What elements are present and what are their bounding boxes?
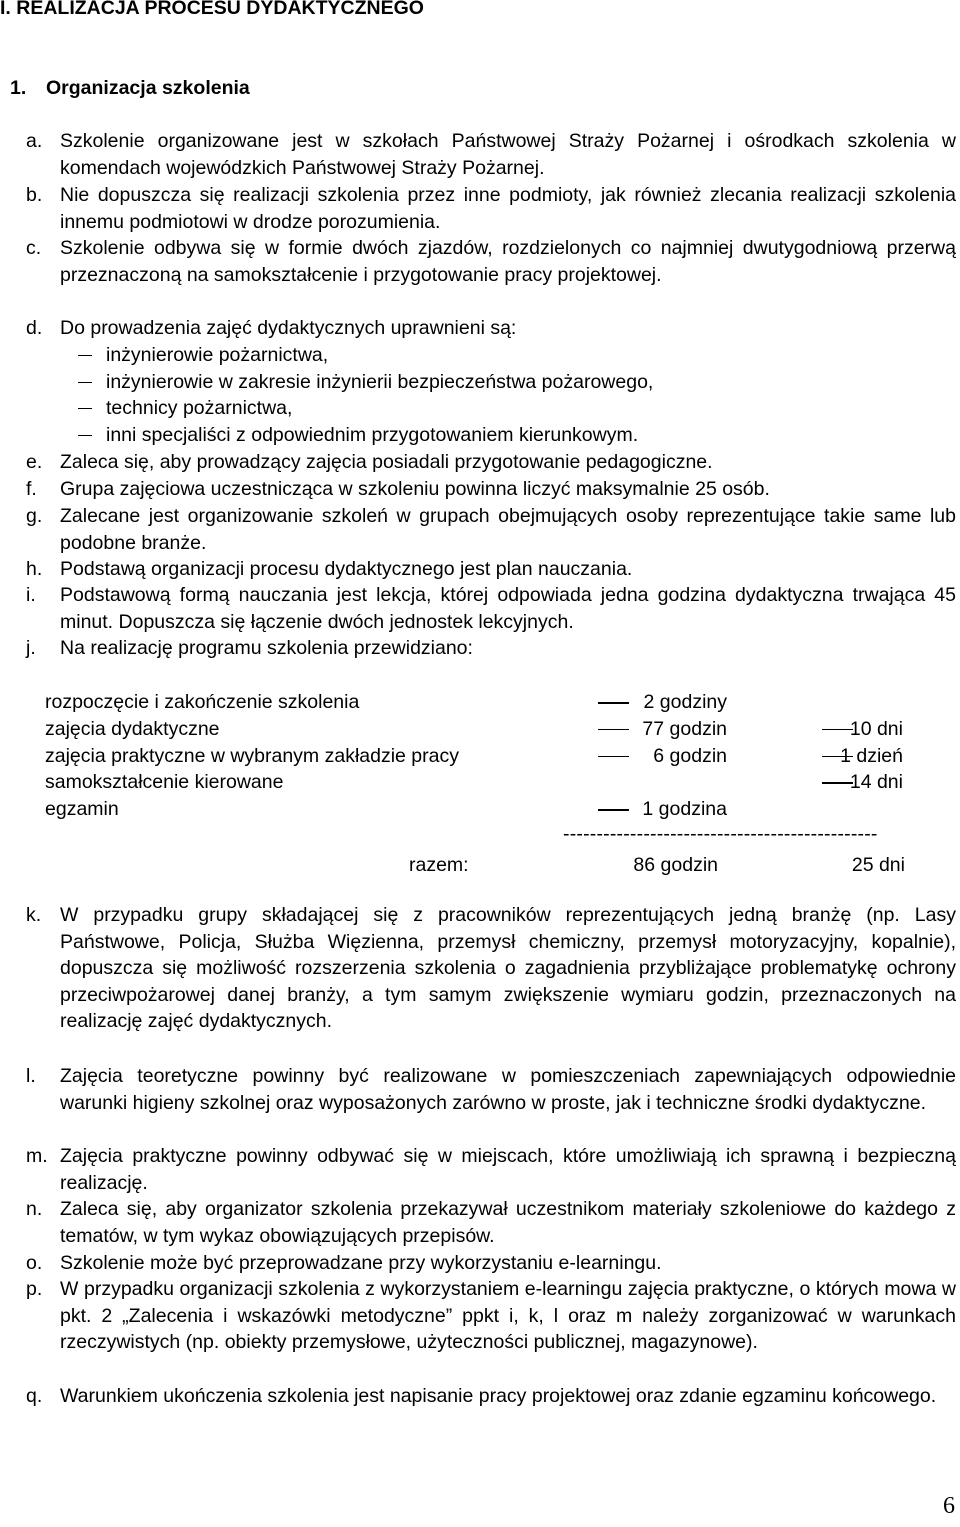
subsection-heading — [10, 76, 250, 100]
total-days: 25 dni — [851, 854, 905, 876]
dash-icon — [78, 435, 92, 436]
schedule-hours: 6 godzin — [653, 744, 727, 767]
list-item-label: p. — [26, 1278, 43, 1300]
schedule-days: 10 dni — [849, 717, 903, 740]
list-item-text: Szkolenie organizowane jest w szkołach Państwowej Straży Pożarnej i ośrodkach szkolenia w komendach wojewódzkich Państwowej Straży Pożarnej. — [60, 130, 956, 179]
list-item-text: Szkolenie może być przeprowadzane przy wykorzystaniu e-learningu. — [60, 1252, 662, 1274]
total-label: razem: — [409, 854, 469, 876]
schedule-label: rozpoczęcie i zakończenie szkolenia — [45, 691, 360, 713]
list-item-text: W przypadku grupy składającej się z pracowników reprezentujących jedną branżę (np. Lasy Państwowe, Policja, Służba Więzienna, przemysł chemiczny, przemysł motoryzacyjny, kopalnie), dopuszcza się możliwość rozszerzenia szkolenia o zagadnienia przybliżające problematykę ochrony przeciwpożarowej danej branży, a tym samym zwiększenie wymiaru godzin, przeznaczonych na realizację zajęć dydaktycznych. — [60, 904, 956, 1032]
schedule-label: zajęcia praktyczne w wybranym zakładzie pracy — [45, 744, 459, 767]
list-item-f — [26, 476, 956, 503]
schedule-table — [45, 689, 945, 876]
list-item-text: Zajęcia praktyczne powinny odbywać się w miejscach, które umożliwiają ich sprawną i bezpieczną realizację. — [60, 1145, 956, 1194]
list-item-text: Na realizację programu szkolenia przewidziano: — [60, 637, 473, 659]
list-item-text: Warunkiem ukończenia szkolenia jest napisanie pracy projektowej oraz zdanie egzaminu końcowego. — [60, 1385, 937, 1407]
list-item-h — [26, 556, 956, 583]
list-item-text: Podstawą organizacji procesu dydaktycznego jest plan nauczania. — [60, 558, 633, 580]
list-item-label: g. — [26, 505, 43, 527]
list-item-label: c. — [26, 237, 42, 259]
list-item-text: Zaleca się, aby organizator szkolenia przekazywał uczestnikom materiały szkoleniowe do każdego z tematów, w tym wykaz obowiązujących przepisów. — [60, 1198, 956, 1247]
list-item-a — [26, 128, 956, 181]
list-item-text: Do prowadzenia zajęć dydaktycznych uprawnieni są: — [60, 317, 517, 339]
page-number: 6 — [943, 1493, 955, 1519]
list-item-p — [26, 1276, 956, 1356]
list-item-q — [26, 1383, 956, 1410]
list-item-c — [26, 235, 956, 288]
list-item-n — [26, 1196, 956, 1249]
list-item-text: Zajęcia teoretyczne powinny być realizowane w pomieszczeniach zapewniających odpowiednie warunki higieny szkolnej oraz wyposażonych zarówno w proste, jak i techniczne środki dydaktyczne. — [60, 1065, 956, 1114]
schedule-row — [45, 743, 945, 770]
list-item-text: Szkolenie odbywa się w formie dwóch zjazdów, rozdzielonych co najmniej dwutygodniową przerwą przeznaczoną na samokształcenie i przygotowanie pracy projektowej. — [60, 237, 956, 286]
list-item-label: m. — [26, 1145, 48, 1167]
dash-icon — [78, 355, 92, 356]
list-item-text: Zalecane jest organizowanie szkoleń w grupach obejmujących osoby reprezentujące takie same lub podobne branże. — [60, 505, 956, 554]
list-item-label: f. — [26, 478, 37, 500]
total-hours: 86 godzin — [633, 854, 718, 876]
schedule-hours: 77 godzin — [642, 717, 727, 740]
bullet-list — [78, 342, 878, 449]
list-item-text: Zaleca się, aby prowadzący zajęcia posiadali przygotowanie pedagogiczne. — [60, 451, 713, 473]
schedule-label: zajęcia dydaktyczne — [45, 717, 220, 740]
schedule-separator: ----------------------------------------------- — [563, 823, 878, 845]
schedule-total-row — [45, 852, 945, 879]
list-item-j — [26, 635, 956, 662]
list-item-label: j. — [26, 637, 36, 659]
list-item-label: l. — [26, 1065, 36, 1087]
bullet-item: technicy pożarnictwa, — [78, 395, 878, 422]
list-item-m — [26, 1143, 956, 1196]
schedule-row — [45, 796, 945, 823]
schedule-hours: 2 godziny — [643, 691, 727, 713]
list-item-i — [26, 582, 956, 635]
bullet-item: inni specjaliści z odpowiednim przygotowaniem kierunkowym. — [78, 422, 878, 449]
schedule-days: 14 dni — [849, 771, 903, 794]
list-item-label: n. — [26, 1198, 43, 1220]
list-item-d — [26, 315, 956, 342]
list-item-text: Grupa zajęciowa uczestnicząca w szkoleniu powinna liczyć maksymalnie 25 osób. — [60, 478, 770, 500]
bullet-item: inżynierowie pożarnictwa, — [78, 342, 878, 369]
schedule-hours: 1 godzina — [642, 798, 727, 821]
list-item-text: W przypadku organizacji szkolenia z wykorzystaniem e-learningu zajęcia praktyczne, o których mowa w pkt. 2 „Zalecenia i wskazówki metodyczne” ppkt i, k, l oraz m należy zorganizować w warunkach rzeczywistych (np. obiekty przemysłowe, użyteczności publicznej, magazynowe). — [60, 1278, 956, 1353]
list-item-label: k. — [26, 904, 42, 926]
list-item-label: e. — [26, 451, 43, 473]
subsection-title: Organizacja szkolenia — [46, 77, 250, 99]
list-item-e — [26, 449, 956, 476]
schedule-row — [45, 769, 945, 796]
list-item-label: i. — [26, 584, 36, 606]
schedule-label: egzamin — [45, 798, 119, 821]
list-item-g — [26, 503, 956, 556]
list-item-label: h. — [26, 558, 43, 580]
list-item-label: b. — [26, 184, 43, 206]
subsection-number: 1. — [10, 77, 27, 99]
list-item-label: d. — [26, 317, 43, 339]
list-item-text: Podstawową formą nauczania jest lekcja, której odpowiada jedna godzina dydaktyczna trwająca 45 minut. Dopuszcza się łączenie dwóch jednostek lekcyjnych. — [60, 584, 956, 633]
dash-icon — [78, 408, 92, 409]
list-item-k — [26, 902, 956, 1035]
schedule-label: samokształcenie kierowane — [45, 771, 284, 794]
list-item-label: o. — [26, 1252, 43, 1274]
schedule-days: 1 dzień — [840, 744, 903, 767]
bullet-item: inżynierowie w zakresie inżynierii bezpieczeństwa pożarowego, — [78, 369, 878, 396]
schedule-row — [45, 689, 945, 716]
list-item-label: a. — [26, 130, 43, 152]
list-item-b — [26, 182, 956, 235]
schedule-row — [45, 716, 945, 743]
dash-icon — [78, 382, 92, 383]
list-item-text: Nie dopuszcza się realizacji szkolenia przez inne podmioty, jak również zlecania realizacji szkolenia innemu podmiotowi w drodze porozumienia. — [60, 184, 956, 233]
list-item-l — [26, 1063, 956, 1116]
list-item-label: q. — [26, 1385, 43, 1407]
section-heading: I. REALIZACJA PROCESU DYDAKTYCZNEGO — [0, 0, 424, 19]
list-item-o — [26, 1250, 956, 1277]
